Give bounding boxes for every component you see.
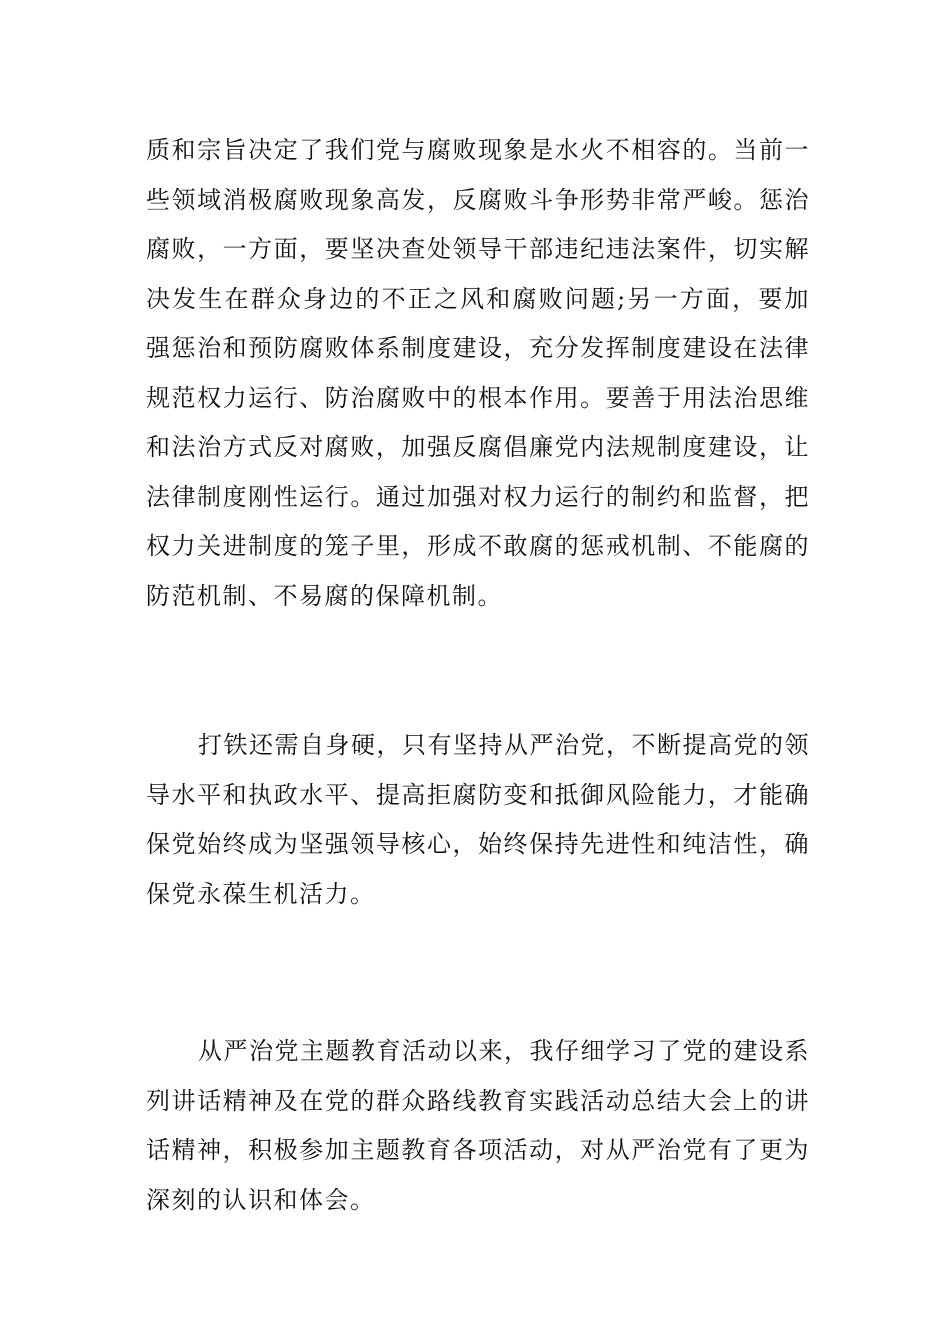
paragraph-education-activity: 从严治党主题教育活动以来，我仔细学习了党的建设系列讲话精神及在党的群众路线教育实践活动总结大会上的讲话精神，积极参加主题教育各项活动，对从严治党有了更为深刻的认识和体会。	[146, 1037, 810, 1214]
paragraph-self-discipline: 打铁还需自身硬，只有坚持从严治党，不断提高党的领导水平和执政水平、提高拒腐防变和抵御风险能力，才能确保党始终成为坚强领导核心，始终保持先进性和纯洁性，确保党永葆生机活力。	[146, 731, 810, 908]
paragraph-continued: 质和宗旨决定了我们党与腐败现象是水火不相容的。当前一些领域消极腐败现象高发，反腐败斗争形势非常严峻。惩治腐败，一方面，要坚决查处领导干部违纪违法案件，切实解决发生在群众身边的不正之风和腐败问题;另一方面，要加强惩治和预防腐败体系制度建设，充分发挥制度建设在法律规范权力运行、防治腐败中的根本作用。要善于用法治思维和法治方式反对腐败，加强反腐倡廉党内法规制度建设，让法律制度刚性运行。通过加强对权力运行的制约和监督，把权力关进制度的笼子里，形成不敢腐的惩戒机制、不能腐的防范机制、不易腐的保障机制。	[146, 136, 810, 610]
